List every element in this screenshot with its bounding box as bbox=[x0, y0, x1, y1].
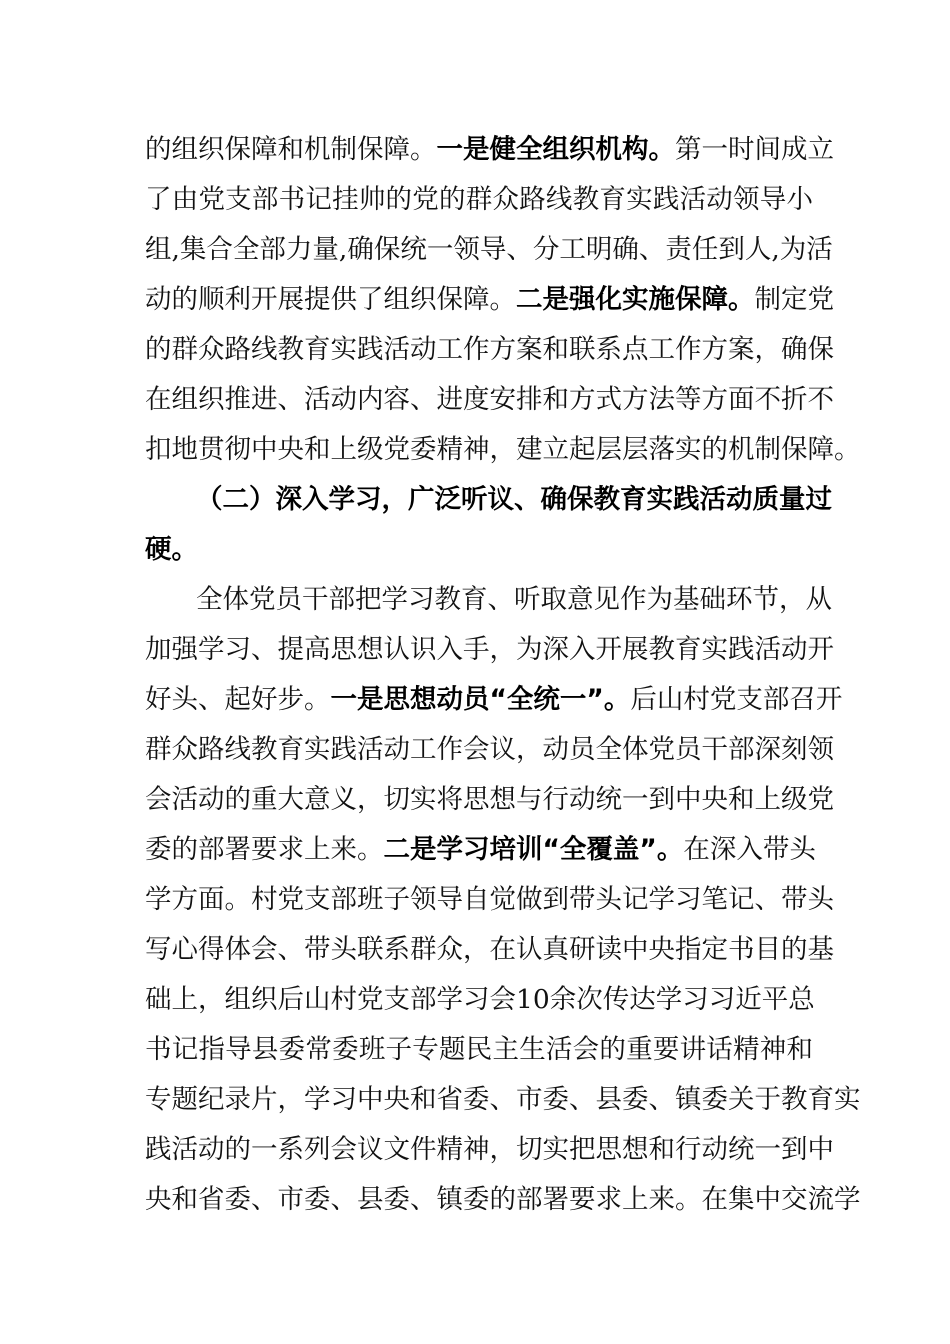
text-span: 好头、起好步。 bbox=[145, 684, 331, 715]
text-span: 后山村党支部召开 bbox=[630, 684, 843, 715]
text-span: 委的部署要求上来。 bbox=[145, 834, 384, 865]
text-line: 础上，组织后山村党支部学习会10余次传达学习习近平总 bbox=[145, 984, 815, 1015]
text-line: 会活动的重大意义，切实将思想与行动统一到中央和上级党 bbox=[145, 784, 834, 815]
text-line bbox=[145, 830, 816, 870]
text-span: 动的顺利开展提供了组织保障。 bbox=[145, 284, 516, 315]
text-span: 制定党 bbox=[754, 284, 834, 315]
text-line: 书记指导县委常委班子专题民主生活会的重要讲话精神和 bbox=[145, 1034, 813, 1065]
text-line: 的群众路线教育实践活动工作方案和联系点工作方案，确保 bbox=[145, 334, 834, 365]
text-line: 在组织推进、活动内容、进度安排和方式方法等方面不折不 bbox=[145, 384, 834, 415]
text-line: 群众路线教育实践活动工作会议，动员全体党员干部深刻领 bbox=[145, 734, 834, 765]
text-span: 的组织保障和机制保障。 bbox=[145, 134, 437, 165]
text-line: 央和省委、市委、县委、镇委的部署要求上来。在集中交流学 bbox=[145, 1184, 861, 1215]
text-line: 专题纪录片，学习中央和省委、市委、县委、镇委关于教育实 bbox=[145, 1084, 861, 1115]
section-heading-continued: 硬。 bbox=[145, 534, 198, 565]
text-line bbox=[145, 680, 843, 720]
text-line: 全体党员干部把学习教育、听取意见作为基础环节，从 bbox=[196, 584, 832, 615]
bold-text-span: 二是强化实施保障。 bbox=[516, 284, 755, 315]
text-line: 学方面。村党支部班子领导自觉做到带头记学习笔记、带头 bbox=[145, 884, 834, 915]
bold-text-span: 一是健全组织机构。 bbox=[436, 134, 675, 165]
text-line bbox=[145, 130, 834, 170]
text-line: 写心得体会、带头联系群众，在认真研读中央指定书目的基 bbox=[145, 934, 834, 965]
text-line: 加强学习、提高思想认识入手，为深入开展教育实践活动开 bbox=[145, 634, 834, 665]
text-line: 践活动的一系列会议文件精神，切实把思想和行动统一到中 bbox=[145, 1134, 834, 1165]
text-line: 扣地贯彻中央和上级党委精神，建立起层层落实的机制保障。 bbox=[145, 434, 861, 465]
text-line bbox=[145, 280, 834, 320]
bold-text-span: 二是学习培训“全覆盖”。 bbox=[383, 834, 684, 865]
bold-text-span: 一是思想动员“全统一”。 bbox=[330, 684, 631, 715]
text-line: 了由党支部书记挂帅的党的群众路线教育实践活动领导小 bbox=[145, 184, 813, 215]
text-span: 在深入带头 bbox=[683, 834, 816, 865]
section-heading: （二）深入学习，广泛听议、确保教育实践活动质量过 bbox=[196, 484, 832, 515]
text-line: 组,集合全部力量,确保统一领导、分工明确、责任到人,为活 bbox=[145, 234, 833, 265]
text-span: 第一时间成立 bbox=[675, 134, 834, 165]
